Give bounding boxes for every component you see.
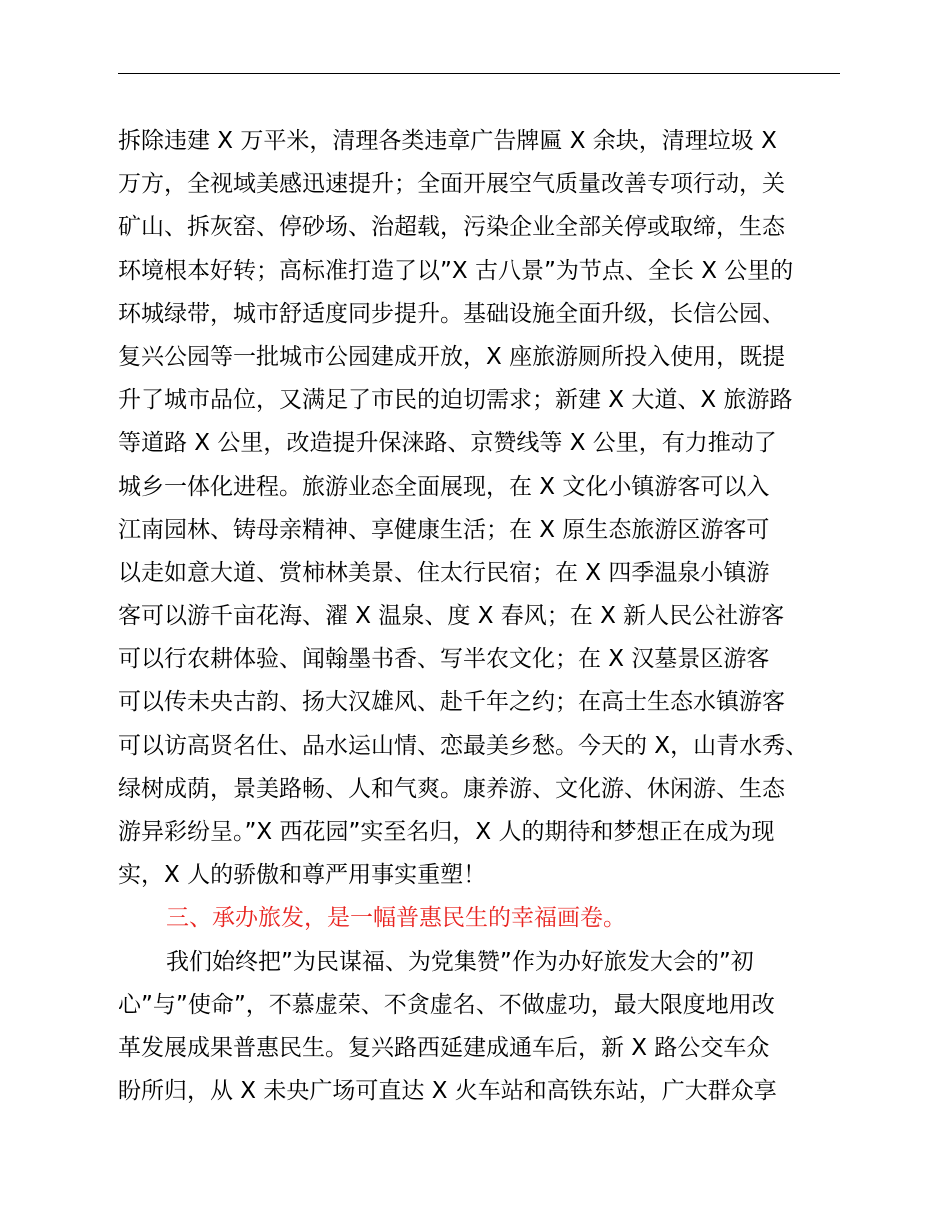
- header-rule: [118, 73, 840, 74]
- body-line-15: 可以访高贤名仕、品水运山情、恋最美乡愁。今天的 X，山青水秀、: [118, 732, 809, 759]
- body-line-18: 实，X 人的骄傲和尊严用事实重塑！: [118, 862, 487, 889]
- body-line-12: 客可以游千亩花海、濯 X 温泉、度 X 春风；在 X 新人民公社游客: [118, 603, 785, 630]
- body-line-13: 可以行农耕体验、闻翰墨书香、写半农文化；在 X 汉墓景区游客: [118, 646, 770, 673]
- body-line-8: 等道路 X 公里，改造提升保涞路、京赞线等 X 公里，有力推动了: [118, 430, 777, 457]
- paragraph-line-4: 盼所归，从 X 未央广场可直达 X 火车站和高铁东站，广大群众享: [118, 1078, 777, 1105]
- body-line-7: 升了城市品位，又满足了市民的迫切需求；新建 X 大道、X 旅游路: [118, 387, 793, 414]
- body-line-6: 复兴公园等一批城市公园建成开放，X 座旅游厕所投入使用，既提: [118, 343, 786, 370]
- paragraph-line-1: 我们始终把”为民谋福、为党集赞”作为办好旅发大会的”初: [166, 948, 754, 975]
- body-line-16: 绿树成荫，景美路畅、人和气爽。康养游、文化游、休闲游、生态: [118, 775, 785, 802]
- body-line-17: 游异彩纷呈。”X 西花园”实至名归，X 人的期待和梦想正在成为现: [118, 819, 775, 845]
- document-body: [118, 120, 848, 1113]
- body-line-14: 可以传未央古韵、扬大汉雄风、赴千年之约；在高士生态水镇游客: [118, 689, 785, 716]
- body-line-1: 拆除违建 X 万平米，清理各类违章广告牌匾 X 余块，清理垃圾 X: [118, 128, 777, 154]
- body-line-5: 环城绿带，城市舒适度同步提升。基础设施全面升级，长信公园、: [118, 300, 785, 327]
- body-line-11: 以走如意大道、赏柿林美景、住太行民宿；在 X 四季温泉小镇游: [118, 559, 770, 586]
- body-line-3: 矿山、拆灰窑、停砂场、治超载，污染企业全部关停或取缔，生态: [118, 214, 785, 241]
- body-line-9: 城乡一体化进程。旅游业态全面展现，在 X 文化小镇游客可以入: [118, 473, 770, 500]
- section-heading: 三、承办旅发，是一幅普惠民生的幸福画卷。: [166, 905, 626, 932]
- body-line-4: 环境根本好转；高标准打造了以”X 古八景”为节点、全长 X 公里的: [118, 257, 794, 284]
- body-line-2: 万方，全视域美感迅速提升；全面开展空气质量改善专项行动，关: [118, 171, 785, 198]
- body-line-10: 江南园林、铸母亲精神、享健康生活；在 X 原生态旅游区游客可: [118, 516, 770, 543]
- paragraph-line-2: 心”与”使命”，不慕虚荣、不贪虚名、不做虚功，最大限度地用改: [118, 991, 775, 1018]
- paragraph-line-3: 革发展成果普惠民生。复兴路西延建成通车后，新 X 路公交车众: [118, 1034, 770, 1061]
